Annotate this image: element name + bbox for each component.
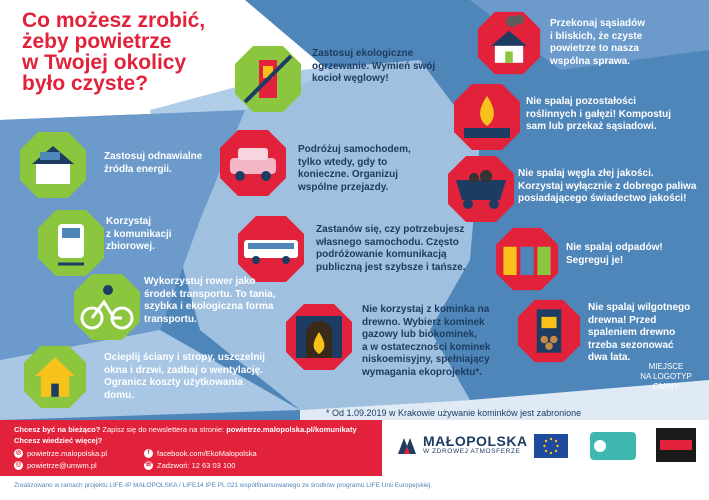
facebook-icon: f [144,449,153,458]
bicycle-icon [72,272,142,342]
footnote: * Od 1.09.2019 w Krakowie używanie kominków jest zabronione [326,408,582,418]
page-title: Co możesz zrobić, żeby powietrze w Twojej okolicy było czyste? [22,9,206,95]
contact-facebook-text: facebook.com/EkoMalopolska [157,449,257,458]
house-icon [22,344,88,410]
car-icon [218,128,288,198]
stove-crossed-icon [233,44,303,114]
tip-insulation: Ocieplij ściany i stropy, uszczelnij okna i drzwi, zadbaj o wentylację. Ogranicz koszty użytkowania domu. [104,352,265,401]
municipality-logo-placeholder: MIEJSCE NA LOGOTYP GMINY [640,362,692,391]
malopolska-logo [396,434,528,456]
newsletter-link[interactable]: powietrze.malopolska.pl/komunikaty [226,425,357,434]
tip-heating: Zastosuj ekologiczne ogrzewanie. Wymień swój kocioł węglowy! [312,48,436,84]
contact-email-text: powietrze@umwm.pl [27,461,97,470]
smoking-house-icon [476,10,542,76]
tip-neighbours: Przekonaj sąsiadów i bliskich, że czyste powietrze to nasza wspólna sprawa. [550,18,646,67]
contact-facebook[interactable] [144,449,257,458]
malopolska-logo-mark-icon [396,434,418,456]
logo-tagline: W ZDROWEJ ATMOSFERZE [423,448,521,455]
contact-website[interactable] [14,449,107,458]
coal-cart-icon [446,154,516,224]
bus-icon [236,214,306,284]
tip-wood: Nie spalaj wilgotnego drewna! Przed spaleniem drewno trzeba sezonować dwa lata. [588,302,691,363]
tip-coal: Nie spalaj węgla złej jakości. Korzystaj wyłącznie z dobrego paliwa posiadającego świadectwo jakości! [518,168,697,204]
phone-icon: ☏ [144,462,153,468]
logo-name: MAŁOPOLSKA [423,433,528,449]
contact-website-text: powietrze.malopolska.pl [27,449,108,458]
tip-renewable: Zastosuj odnawialne źródła energii. [104,151,203,175]
tip-bike: Wykorzystuj rower jako środek transportu. To tania, szybka i ekologiczna forma transportu. [144,276,276,325]
tip-waste: Nie spalaj odpadów! Segreguj je! [566,242,663,266]
burning-branches-icon [452,82,522,152]
funding-note: Zrealizowano w ramach projektu LIFE-IP MAŁOPOLSKA / LIFE14 IPE PL 021 współfinansowanego ze środków programu LIFE Unii Europejskiej. [14,482,433,489]
more-info-heading [14,436,102,445]
fireplace-icon [284,302,354,372]
tip-fireplace: Nie korzystaj z kominka na drewno. Wybierz kominek gazowy lub biokominek, a w ostateczności kominek niskoemisyjny, spełniający wymagania ekoprojektu*. [362,304,491,378]
contact-phone-text: Zadzwoń: 12 63 03 100 [157,461,236,470]
life-programme-logo-icon [590,432,636,460]
solar-house-icon [18,130,88,200]
newsletter-line [14,425,357,434]
newsletter-text: Zapisz się do newslettera na stronie: [100,425,227,434]
tip-public-transport: Korzystaj z komunikacji zbiorowej. [106,216,172,252]
contact-phone[interactable] [144,461,235,470]
tip-leaves: Nie spalaj pozostałości roślinnych i gałęzi! Kompostuj sam lub przekaż sąsiadowi. [526,96,672,132]
newsletter-heading: Chcesz być na bieżąco? [14,425,101,434]
email-icon: @ [15,462,22,468]
train-icon [36,208,106,278]
globe-icon: ◎ [15,450,22,456]
krakowski-alarm-smogowy-logo-icon [656,428,696,462]
more-info-text: Chcesz wiedzieć więcej? [14,436,103,445]
wood-stove-icon [516,298,582,364]
eu-flag-icon [534,434,568,458]
recycling-bins-icon [494,226,560,292]
tip-own-car: Zastanów się, czy potrzebujesz własnego samochodu. Często podróżowanie komunikacją publiczną jest szybsze i tańsze. [316,224,466,273]
contact-email[interactable] [14,461,97,470]
tip-car: Podróżuj samochodem, tylko wtedy, gdy to konieczne. Organizuj wspólne przejazdy. [298,144,411,193]
